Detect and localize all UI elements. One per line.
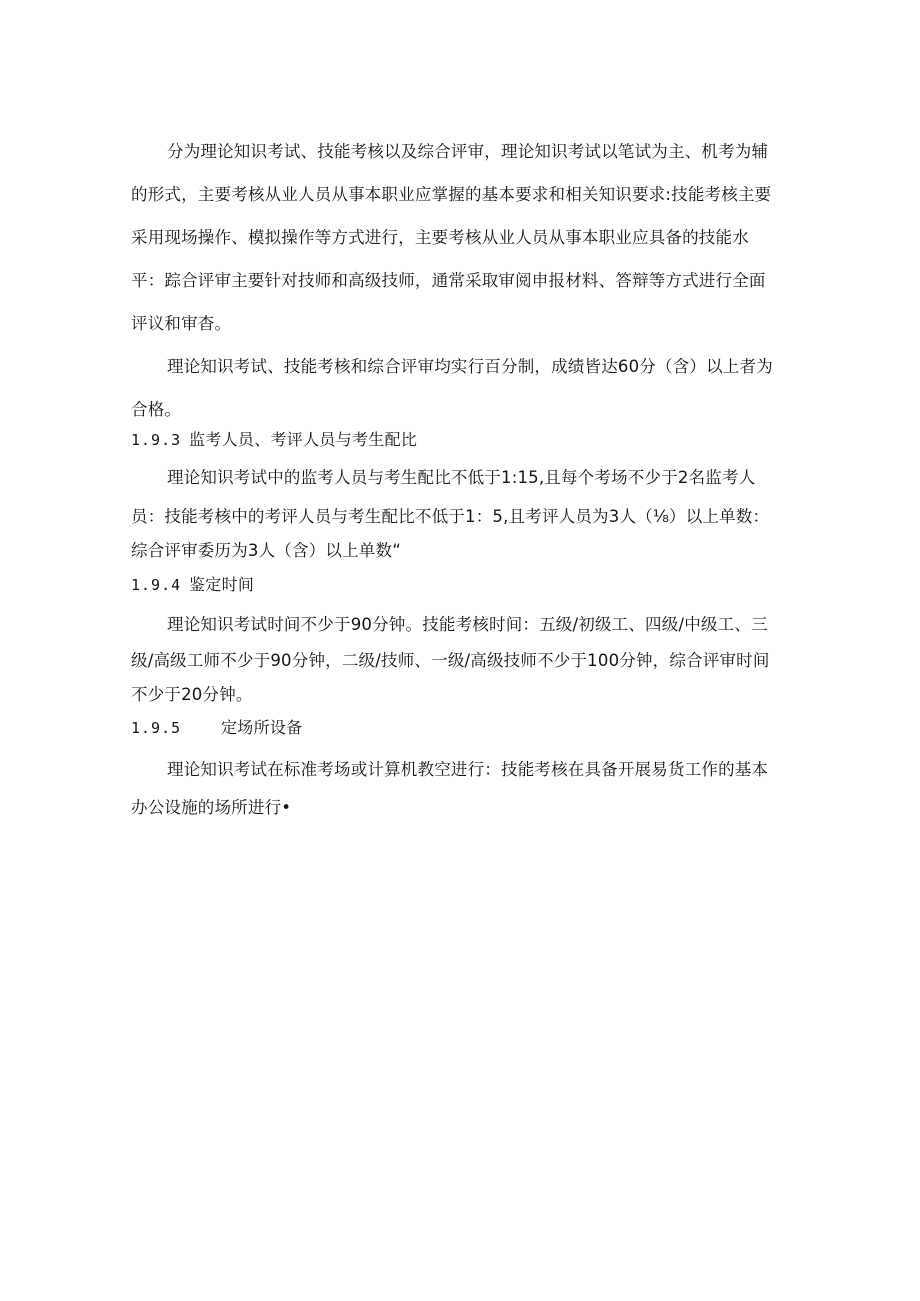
passing-line-2: 合格。 xyxy=(131,400,182,419)
intro-line-4: 平：踪合评审主要针对技师和高级技师，通常采取审阅申报材料、答辩等方式进行全面 xyxy=(131,271,766,290)
section-title: 鉴定时间 xyxy=(189,575,255,594)
s194-line-2: 级/高级工师不少于90分钟，二级/技师、一级/高级技师不少于100分钟，综合评审时间 xyxy=(131,651,770,670)
passing-line-1: 理论知识考试、技能考核和综合评审均实行百分制，成绩皆达60分（含）以上者为 xyxy=(167,357,773,376)
section-number: 1.9.3 xyxy=(131,431,182,449)
intro-line-3: 采用现场操作、模拟操作等方式进行，主要考核从业人员从事本职业应具备的技能水 xyxy=(131,228,749,247)
s194-line-3: 不少于20分钟。 xyxy=(131,685,253,704)
s193-line-1: 理论知识考试中的监考人员与考生配比不低于1:15,且每个考场不少于2名监考人 xyxy=(167,468,756,487)
section-title: 定场所设备 xyxy=(221,718,303,737)
section-number: 1.9.5 xyxy=(131,719,182,737)
s195-line-1: 理论知识考试在标准考场或计算机教空进行：技能考核在具备开展易货工作的基本 xyxy=(167,760,769,779)
section-number: 1.9.4 xyxy=(131,576,182,594)
s193-line-2: 员：技能考核中的考评人员与考生配比不低于1：5,且考评人员为3人（⅛）以上单数： xyxy=(131,507,770,526)
s193-line-3: 综合评审委历为3人（含）以上单数“ xyxy=(131,541,401,560)
section-title: 监考人员、考评人员与考生配比 xyxy=(189,430,418,449)
intro-line-1: 分为理论知识考试、技能考核以及综合评审，理论知识考试以笔试为主、机考为辅 xyxy=(167,142,769,161)
section-heading-1-9-4 xyxy=(131,575,254,595)
intro-line-2: 的形式，主要考核从业人员从事本职业应掌握的基本要求和相关知识要求:技能考核主要 xyxy=(131,185,772,204)
section-heading-1-9-5 xyxy=(131,718,303,738)
s195-line-2: 办公设施的场所进行• xyxy=(131,798,292,817)
s194-line-1: 理论知识考试时间不少于90分钟。技能考核时间：五级/初级工、四级/中级工、三 xyxy=(167,615,768,634)
intro-line-5: 评议和审杳。 xyxy=(131,314,232,333)
section-heading-1-9-3 xyxy=(131,430,417,450)
